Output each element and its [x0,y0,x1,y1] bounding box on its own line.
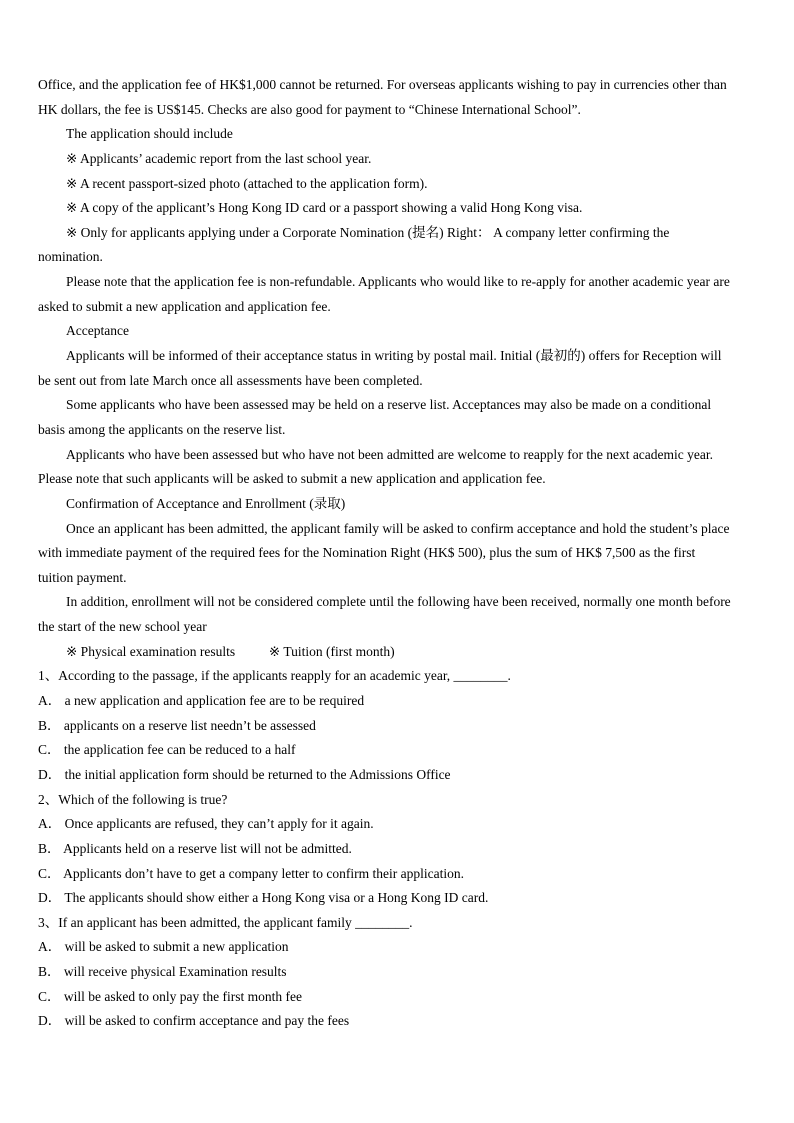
passage-bullet: ※ Physical examination results ※ Tuition (first month) [66,643,395,659]
question-3-option-b: B． will receive physical Examination results [38,964,287,980]
passage-line: be sent out from late March once all assessments have been completed. [38,372,423,388]
passage-line: Applicants will be informed of their acceptance status in writing by postal mail. Initial (最初的) offers for Reception will [66,348,722,364]
question-3-option-a: A． will be asked to submit a new application [38,939,289,955]
passage-line: Office, and the application fee of HK$1,000 cannot be returned. For overseas applicants wishing to pay in currencies other than [38,77,727,92]
passage-line: Some applicants who have been assessed may be held on a reserve list. Acceptances may also be made on a conditional [66,397,712,413]
passage-bullet: ※ Applicants’ academic report from the last school year. [66,150,372,166]
passage-bullet: ※ Only for applicants applying under a Corporate Nomination (提名) Right： A company letter confirming the [66,224,670,240]
question-3-stem: 3、If an applicant has been admitted, the applicant family ________. [38,914,413,930]
question-2-option-a: A． Once applicants are refused, they can’t apply for it again. [38,816,374,832]
question-1-option-c: C． the application fee can be reduced to a half [38,742,296,758]
passage-line: basis among the applicants on the reserve list. [38,421,286,437]
passage-heading-confirmation: Confirmation of Acceptance and Enrollment (录取) [66,495,346,511]
passage-line: nomination. [38,249,103,265]
question-2-option-d: D． The applicants should show either a Hong Kong visa or a Hong Kong ID card. [38,890,489,906]
question-2-stem: 2、Which of the following is true? [38,791,228,807]
question-1-option-b: B． applicants on a reserve list needn’t be assessed [38,717,316,733]
question-3-option-d: D． will be asked to confirm acceptance and pay the fees [38,1013,350,1029]
passage-bullet: ※ A copy of the applicant’s Hong Kong ID card or a passport showing a valid Hong Kong visa. [66,200,583,216]
question-2-option-b: B． Applicants held on a reserve list will not be admitted. [38,840,352,856]
passage-line: the start of the new school year [38,619,207,635]
passage-bullet: ※ A recent passport-sized photo (attached to the application form). [66,175,428,191]
passage-line: In addition, enrollment will not be considered complete until the following have been received, normally one month before [66,594,731,610]
passage-line: tuition payment. [38,569,127,585]
passage-line: HK dollars, the fee is US$145. Checks are also good for payment to “Chinese International School”. [38,101,581,117]
passage-heading-acceptance: Acceptance [66,323,129,339]
question-1-option-d: D． the initial application form should be returned to the Admissions Office [38,766,451,782]
question-1-option-a: A． a new application and application fee are to be required [38,693,365,709]
passage-line: with immediate payment of the required fees for the Nomination Right (HK$ 500), plus the sum of HK$ 7,500 as the first [38,545,696,561]
question-1-stem: 1、According to the passage, if the applicants reapply for an academic year, ________. [38,668,511,684]
passage-line: Please note that the application fee is non-refundable. Applicants who would like to re-apply for another academic year are [66,274,730,290]
passage-line: Please note that such applicants will be asked to submit a new application and application fee. [38,471,546,487]
question-3-option-c: C． will be asked to only pay the first month fee [38,988,302,1004]
passage-line: Applicants who have been assessed but who have not been admitted are welcome to reapply for the next academic year. [66,446,714,462]
question-2-option-c: C． Applicants don’t have to get a company letter to confirm their application. [38,865,465,881]
passage-line: asked to submit a new application and application fee. [38,298,331,314]
passage-line: Once an applicant has been admitted, the applicant family will be asked to confirm acceptance and hold the student’s place [66,520,730,536]
passage-line: The application should include [66,126,233,142]
